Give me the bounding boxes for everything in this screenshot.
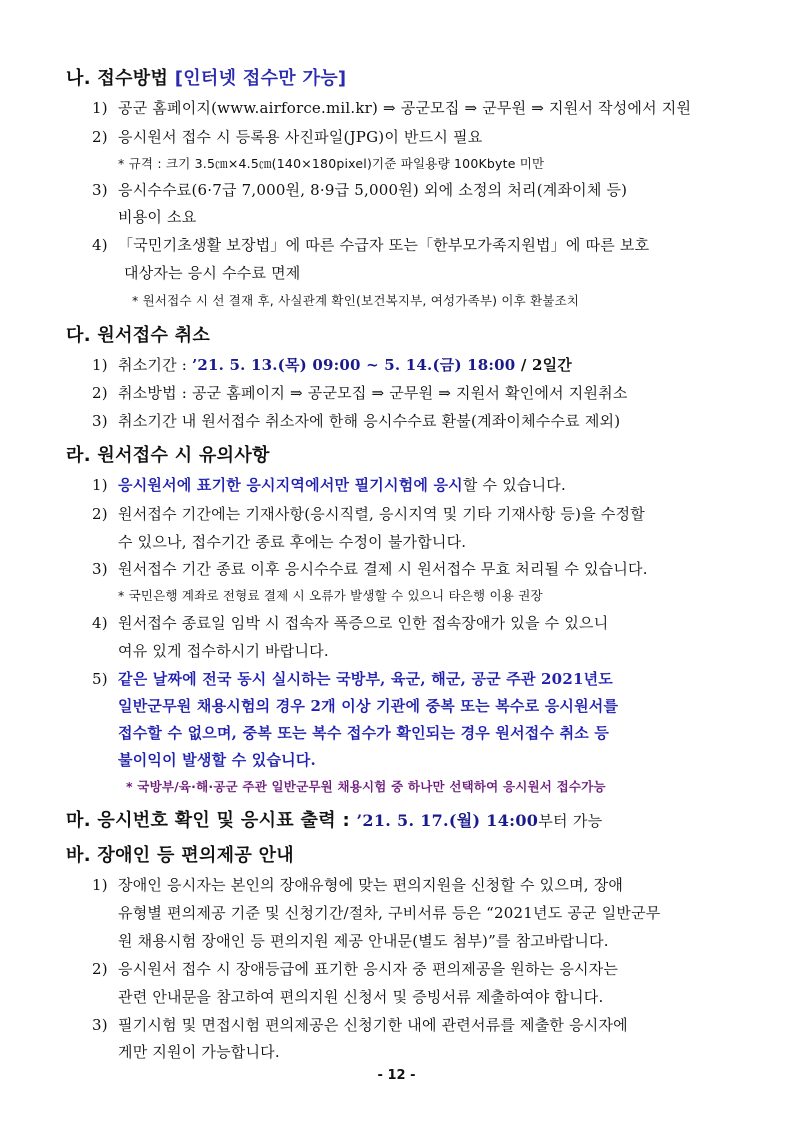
list-item-continuation: 관련 안내문을 참고하여 편의지원 신청서 및 증빙서류 제출하여야 합니다. bbox=[118, 988, 604, 1006]
list-item-continuation: 접수할 수 없으며, 중복 또는 복수 접수가 확인되는 경우 원서접수 취소 등 bbox=[118, 724, 610, 742]
list-item: 1) 공군 홈페이지(www.airforce.mil.kr) ⇒ 공군모집 ⇒ 군무원 ⇒ 지원서 작성에서 지원 bbox=[92, 99, 692, 117]
section-heading-ra: 라. 원서접수 시 유의사항 bbox=[66, 445, 270, 466]
list-item-continuation: 수 있으나, 접수기간 종료 후에는 수정이 불가합니다. bbox=[118, 533, 467, 551]
list-item: 5) 같은 날짜에 전국 동시 실시하는 국방부, 육군, 해군, 공군 주관 2021년도 bbox=[92, 670, 613, 688]
list-item-continuation: 원 채용시험 장애인 등 편의지원 제공 안내문(별도 첨부)”를 참고바랍니다. bbox=[118, 932, 609, 950]
list-item: 2) 응시원서 접수 시 장애등급에 표기한 응시자 중 편의제공을 원하는 응시자는 bbox=[92, 960, 619, 978]
list-item: 1) 응시원서에 표기한 응시지역에서만 필기시험에 응시할 수 있습니다. bbox=[92, 476, 566, 494]
list-item-continuation: 유형별 편의제공 기준 및 신청기간/절차, 구비서류 등은 “2021년도 공군 일반군무 bbox=[118, 904, 661, 922]
list-item: 1) 장애인 응시자는 본인의 장애유형에 맞는 편의지원을 신청할 수 있으며, 장애 bbox=[92, 876, 624, 894]
list-item: 2) 취소방법 : 공군 홈페이지 ⇒ 공군모집 ⇒ 군무원 ⇒ 지원서 확인에서 지원취소 bbox=[92, 384, 628, 402]
section-heading-ba: 바. 장애인 등 편의제공 안내 bbox=[66, 845, 294, 866]
list-item: 4) 「국민기초생활 보장법」에 따른 수급자 또는「한부모가족지원법」에 따른 보호 bbox=[92, 236, 650, 254]
section-heading-ma: 마. 응시번호 확인 및 응시표 출력 : ’21. 5. 17.(월) 14:00부터 가능 bbox=[66, 810, 603, 831]
cancel-period-date: ’21. 5. 13.(목) 09:00 ~ 5. 14.(금) 18:00 bbox=[191, 356, 516, 374]
list-item: 1) 취소기간 : ’21. 5. 13.(목) 09:00 ~ 5. 14.(금) 18:00 / 2일간 bbox=[92, 356, 572, 374]
section-heading-na: 나. 접수방법 [인터넷 접수만 가능] bbox=[66, 68, 347, 89]
list-item: 2) 응시원서 접수 시 등록용 사진파일(JPG)이 반드시 필요 bbox=[92, 128, 483, 146]
list-item-continuation: 여유 있게 접수하시기 바랍니다. bbox=[118, 642, 329, 660]
note: * 국민은행 계좌로 전형료 결제 시 오류가 발생할 수 있으니 타은행 이용 권장 bbox=[118, 588, 543, 603]
list-item-continuation: 게만 지원이 가능합니다. bbox=[118, 1043, 280, 1061]
list-item: 4) 원서접수 종료일 임박 시 접속자 폭증으로 인한 접속장애가 있을 수 있으니 bbox=[92, 614, 609, 632]
section-heading-da: 다. 원서접수 취소 bbox=[66, 325, 211, 346]
page-number: - 12 - bbox=[377, 1068, 416, 1083]
heading-note: [인터넷 접수만 가능] bbox=[174, 68, 347, 89]
list-item: 3) 응시수수료(6·7급 7,000원, 8·9급 5,000원) 외에 소정의 처리(계좌이체 등) bbox=[92, 181, 628, 199]
note: * 국방부/육·해·공군 주관 일반군무원 채용시험 중 하나만 선택하여 응시원서 접수가능 bbox=[126, 779, 606, 794]
note: * 규격 : 크기 3.5㎝×4.5㎝(140×180pixel)기준 파일용량 100Kbyte 미만 bbox=[118, 156, 545, 171]
list-item: 2) 원서접수 기간에는 기재사항(응시직렬, 응시지역 및 기타 기재사항 등)을 수정할 bbox=[92, 505, 645, 523]
list-item-continuation: 대상자는 응시 수수료 면제 bbox=[124, 264, 301, 282]
list-item-continuation: 불이익이 발생할 수 있습니다. bbox=[118, 751, 316, 769]
note: * 원서접수 시 선 결재 후, 사실관계 확인(보건복지부, 여성가족부) 이후 환불조치 bbox=[132, 293, 580, 308]
print-start-date: ’21. 5. 17.(월) 14:00 bbox=[356, 811, 539, 830]
list-item-continuation: 비용이 소요 bbox=[118, 208, 197, 226]
list-item: 3) 원서접수 기간 종료 이후 응시수수료 결제 시 원서접수 무효 처리될 수 있습니다. bbox=[92, 560, 648, 578]
list-item-continuation: 일반군무원 채용시험의 경우 2개 이상 기관에 중복 또는 복수로 응시원서를 bbox=[118, 697, 619, 715]
list-item: 3) 필기시험 및 면접시험 편의제공은 신청기한 내에 관련서류를 제출한 응시자에 bbox=[92, 1016, 628, 1034]
list-item: 3) 취소기간 내 원서접수 취소자에 한해 응시수수료 환불(계좌이체수수료 제외) bbox=[92, 412, 621, 430]
